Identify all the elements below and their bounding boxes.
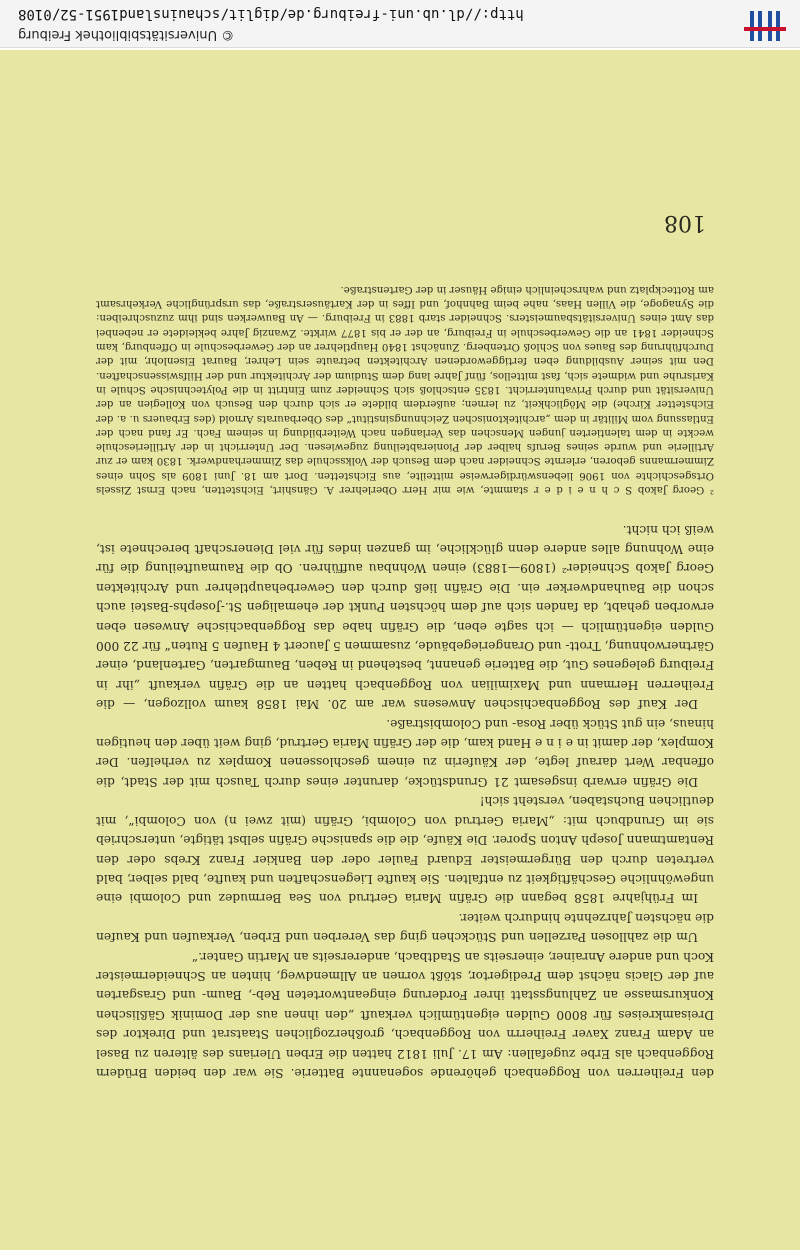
paragraph-3: Im Frühjahre 1858 begann die Gräfin Maria Gertrud von Sea Bermudez und Colombi eine ungewöhnliche Geschäftigkeit zu entfalten. Sie kaufte Liegenschaften und kaufte, bald selber, bald vertreten durch den Bürgermeister Eduard Fauler oder den Bankier Franz Krebs oder den Rentamtmann Joseph Anton Sporer. Die Käufe, die die spanische Gräfin selbst tätigte, unterschrieb sie im Grundbuch mit: „Maria Gertrud von Colombi, Gräfin (mit zwei n) von Colombi“, mit deutlichen Buchstaben, versteht sich! xyxy=(96,794,714,906)
paragraph-1: den Freiherren von Roggenbach gehörende sogenannte Batterie. Sie war den beiden Brüdern Roggenbach als Erbe zugefallen: Am 17. Juli 1812 hatten die Erben Ulerians des älteren zu Basel an Adam Franz Xaver Freiherrn von Roggenbach, großherzoglichen Staatsrat und Direktor des Dreisamkreises für 8000 Gulden eigentümlich verkauft „den ihnen aus der Dominik Gäßlischen Konkursmasse an Zahlungsstatt ihrer Forderung eingeantworteten Reb-, Baum- und Grasgarten auf der Glacis nächst dem Predigertor, stößt vornen an Allmendweg, hinten an Schneidermeister Koch und andere Anrainer, einerseits an Stadtbach, andererseits an Martin Ganter.“ xyxy=(96,949,714,1080)
viewer-bottom-strip xyxy=(0,1250,800,1256)
paragraph-4: Die Gräfin erwarb insgesamt 21 Grundstücke, darunter eines durch Tausch mit der Stadt, die offenbar Wert darauf legte, der Käuferin zu einem geschlossenen Komplex zu verhelfen. Der Komplex, der damit in e i n e Hand kam, die der Gräfin Maria Gertrud, ging weit über den heutigen hinaus, ein gut Stück über Rosa- und Colombistraße. xyxy=(96,716,714,789)
university-library-logo-icon xyxy=(732,1,792,45)
source-header xyxy=(0,0,800,48)
footnote xyxy=(96,282,714,496)
page-number: 108 xyxy=(664,210,706,235)
paragraph-5: Der Kauf des Roggenbachischen Anwesens war am 20. Mai 1858 kaum vollzogen, — die Freiherren Hermann und Maximilian von Roggenbach hatten an die Gräfin verkauft „ihr in Freiburg gelegenes Gut, die Batterie genannt, bestehend in Reben, Baumgarten, Gartenland, einer Gärtnerwohnung, Trott- und Orangeriegebäude, zusammen 5 Jaucert 4 Haufen 5 Ruten“ für 22 000 Gulden eigentümlich — ich sagte eben, die Gräfin habe das Roggenbachische Anwesen eben erworben gehabt, da fanden sich auf dem höchsten Punkt der ehemaligen St.-Josephs-Bastei auch schon die Bauhandwerker ein. Die Gräfin ließ durch den Gewerbehauptlehrer und Architekten Georg Jakob Schneider² (1809—1883) einen Wohnbau aufführen. Ob die Raumaufteilung die für eine Wohnung alles andere denn glückliche, im ganzen indes für viel Dienerschaft berechnete ist, weiß ich nicht. xyxy=(96,522,714,712)
paragraph-2: Um die zahllosen Parzellen und Stückchen ging das Vererben und Erben, Verkaufen und Kaufen die nächsten Jahrzehnte hindurch weiter. xyxy=(96,910,714,945)
footnote-paragraph: ² Georg Jakob S c h n e i d e r stammte, wie mir Herr Oberlehrer A. Gänshirt, Eichstetten, nach Ernst Zissels Ortsgeschichte von 1906 liebenswürdigerweise mitteilte, aus Eichstetten. Dort am 18. Juni 1809 als Sohn eines Zimmermanns geboren, erlernte Schneider nach dem Besuch der Volksschule das Zimmerhandwerk. 1830 kam er zur Artillerie und wurde seines Berufs halber der Pionierabteilung zugewiesen. Der Unterricht in der Artillerieschule weckte in dem talentierten jungen Menschen das Verlangen nach Weiterbildung in seinem Fach. Er fand nach der Entlassung vom Militär in dem „architektonischen Zeichnungsinstitut“ des Oberbaurats Arnold (des Erbauers u. a. der Eichstetter Kirche) die Möglichkeit, zu lernen; außerdem bildete er sich durch den Besuch von Kollegien an der Universität und durch Privatunterricht. 1835 entschloß sich Schneider zum Eintritt in die Polytechnische Schule in Karlsruhe und widmete sich, fast mittellos, fünf Jahre lang dem Studium der Architektur und der Hilfswissenschaften. Den mit seiner Ausbildung eben fertiggewordenen Architekten betraute sein Lehrer, Baurat Eisenlohr, mit der Durchführung des Baues von Schloß Ortenberg. Zunächst 1840 Hauptlehrer an der Gewerbeschule in Offenburg, kam Schneider 1841 an die Gewerbeschule in Freiburg, an der er bis 1877 wirkte. Zwanzig Jahre bekleidete er nebenbei das Amt eines Universitätsbaumeisters. Schneider starb 1883 in Freiburg. — An Bauwerken sind ihm zuzuschreiben: die Synagoge, die Villen Haas, nahe beim Bahnhof, und Iffes in der Kartäuserstraße, das ursprüngliche Verkehrsamt am Rotteckplatz und wahrscheinlich einige Häuser in der Gartenstraße. xyxy=(96,283,714,495)
copyright-text: © Universitätsbibliothek Freiburg xyxy=(18,27,235,42)
scanned-page xyxy=(0,50,800,1250)
page-body-text xyxy=(96,519,714,1082)
source-url-link[interactable]: http://dl.ub.uni-freiburg.de/diglit/schauinsland1951-52/0108 xyxy=(18,6,524,22)
